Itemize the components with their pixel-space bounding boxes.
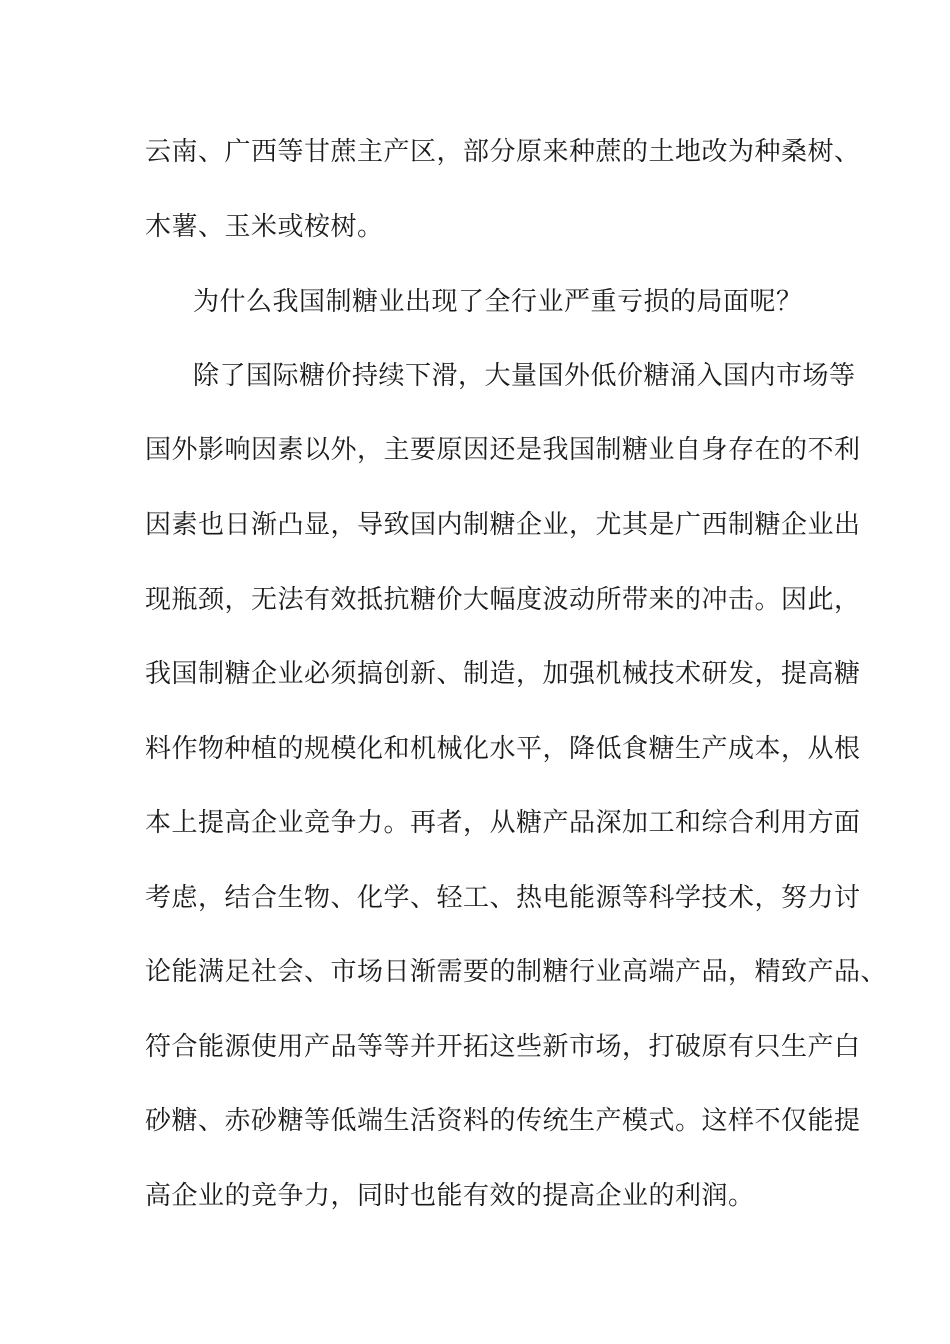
text-line: 本上提高企业竞争力。再者，从糖产品深加工和综合利用方面 bbox=[145, 808, 861, 838]
text-line: 现瓶颈，无法有效抵抗糖价大幅度波动所带来的冲击。因此， bbox=[145, 585, 861, 615]
text-line: 符合能源使用产品等等并开拓这些新市场，打破原有只生产白 bbox=[145, 1032, 861, 1062]
text-line: 高企业的竞争力，同时也能有效的提高企业的利润。 bbox=[145, 1181, 755, 1211]
paragraph-first-line: 除了国际糖价持续下滑，大量国外低价糖涌入国内市场等 bbox=[193, 361, 856, 391]
text-line: 木薯、玉米或桉树。 bbox=[145, 212, 384, 242]
text-line: 考虑，结合生物、化学、轻工、热电能源等科学技术，努力讨 bbox=[145, 883, 861, 913]
paragraph-first-line: 为什么我国制糖业出现了全行业严重亏损的局面呢？ bbox=[193, 287, 803, 317]
text-line: 我国制糖企业必须搞创新、制造，加强机械技术研发，提高糖 bbox=[145, 659, 861, 689]
text-line: 云南、广西等甘蔗主产区，部分原来种蔗的土地改为种桑树、 bbox=[145, 137, 861, 167]
text-line: 国外影响因素以外，主要原因还是我国制糖业自身存在的不利 bbox=[145, 435, 861, 465]
text-line: 料作物种植的规模化和机械化水平，降低食糖生产成本，从根 bbox=[145, 734, 861, 764]
text-line: 砂糖、赤砂糖等低端生活资料的传统生产模式。这样不仅能提 bbox=[145, 1106, 861, 1136]
text-line: 论能满足社会、市场日渐需要的制糖行业高端产品，精致产品、 bbox=[145, 957, 888, 987]
text-line: 因素也日渐凸显，导致国内制糖企业，尤其是广西制糖企业出 bbox=[145, 510, 861, 540]
